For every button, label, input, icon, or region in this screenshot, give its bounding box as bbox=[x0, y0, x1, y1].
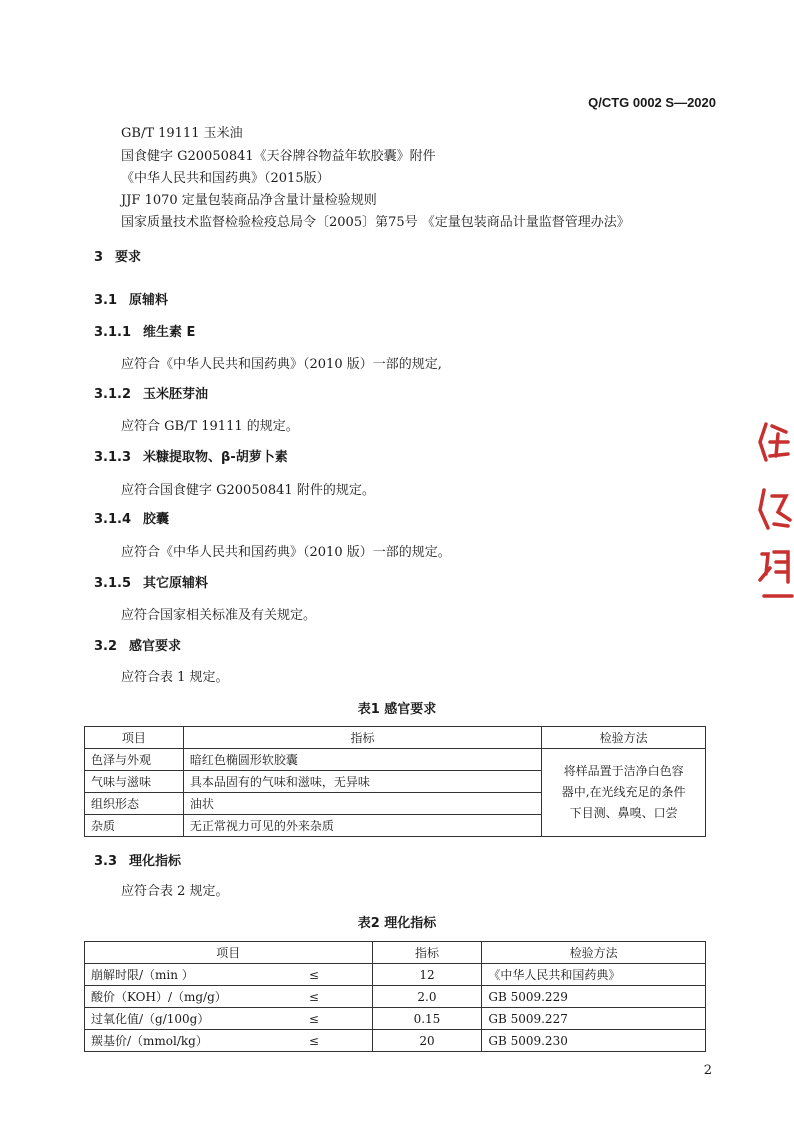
table-cell: 杂质 bbox=[85, 815, 184, 837]
table-header-row bbox=[85, 727, 706, 749]
section-title: 米糠提取物、β-胡萝卜素 bbox=[143, 450, 288, 465]
table-cell: 油状 bbox=[183, 793, 541, 815]
section-heading-3 bbox=[94, 246, 141, 265]
table-header-cell: 项目 bbox=[85, 727, 184, 749]
section-heading-3-1-5 bbox=[94, 572, 208, 591]
table-cell: 12 bbox=[372, 964, 482, 986]
section-number: 3.3 bbox=[94, 854, 118, 869]
section-title: 维生素 E bbox=[143, 325, 196, 340]
table-row bbox=[85, 986, 706, 1008]
table-header-cell: 检验方法 bbox=[482, 942, 706, 964]
reference-line: JJF 1070 定量包装商品净含量计量检验规则 bbox=[121, 193, 377, 208]
section-heading-3-1-4 bbox=[94, 508, 169, 527]
table-cell: 《中华人民共和国药典》 bbox=[482, 964, 706, 986]
section-number: 3 bbox=[94, 250, 104, 265]
table-cell: 组织形态 bbox=[85, 793, 184, 815]
paragraph: 应符合国食健字 G20050841 附件的规定。 bbox=[121, 483, 375, 498]
table1-caption: 表1 感官要求 bbox=[357, 702, 437, 717]
table-cell: 无正常视力可见的外来杂质 bbox=[183, 815, 541, 837]
section-title: 要求 bbox=[115, 250, 142, 265]
section-title: 感官要求 bbox=[129, 639, 182, 654]
table1 bbox=[84, 726, 706, 837]
page-number: 2 bbox=[703, 1063, 712, 1078]
table-cell: 0.15 bbox=[372, 1008, 482, 1030]
table-header-cell: 指标 bbox=[372, 942, 482, 964]
paragraph: 应符合《中华人民共和国药典》（2010 版）一部的规定, bbox=[121, 357, 442, 372]
table2-caption: 表2 理化指标 bbox=[357, 916, 437, 931]
section-heading-3-2 bbox=[94, 635, 181, 654]
table-cell: 羰基价/（mmol/kg） bbox=[85, 1030, 257, 1052]
section-title: 胶囊 bbox=[143, 512, 170, 527]
paragraph: 应符合表 2 规定。 bbox=[121, 884, 229, 899]
section-number: 3.1.1 bbox=[94, 325, 132, 340]
table-cell: 2.0 bbox=[372, 986, 482, 1008]
section-heading-3-1-3 bbox=[94, 446, 288, 465]
seal-stamp-fragment bbox=[756, 412, 794, 602]
section-heading-3-1-2 bbox=[94, 383, 208, 402]
section-number: 3.1.5 bbox=[94, 576, 132, 591]
section-title: 理化指标 bbox=[129, 854, 182, 869]
table-cell: 色泽与外观 bbox=[85, 749, 184, 771]
table-cell: ≤ bbox=[256, 986, 372, 1008]
section-title: 其它原辅料 bbox=[143, 576, 209, 591]
table-cell: ≤ bbox=[256, 964, 372, 986]
table-cell: ≤ bbox=[256, 1030, 372, 1052]
section-number: 3.2 bbox=[94, 639, 118, 654]
table2 bbox=[84, 941, 706, 1052]
table-cell: 酸价（KOH）/（mg/g） bbox=[85, 986, 257, 1008]
reference-line: 国家质量技术监督检验检疫总局令〔2005〕第75号 《定量包装商品计量监督管理办法》 bbox=[121, 215, 630, 230]
reference-line: 《中华人民共和国药典》（2015版） bbox=[121, 171, 330, 186]
table-cell: 气味与滋味 bbox=[85, 771, 184, 793]
table-header-cell: 检验方法 bbox=[542, 727, 706, 749]
section-number: 3.1.4 bbox=[94, 512, 132, 527]
section-heading-3-1 bbox=[94, 289, 168, 308]
table-cell: ≤ bbox=[256, 1008, 372, 1030]
table-cell: GB 5009.230 bbox=[482, 1030, 706, 1052]
table-cell: GB 5009.229 bbox=[482, 986, 706, 1008]
seal-stamp-graphic bbox=[756, 412, 794, 602]
table-cell: GB 5009.227 bbox=[482, 1008, 706, 1030]
table-row bbox=[85, 1030, 706, 1052]
standard-code: Q/CTG 0002 S—2020 bbox=[588, 95, 716, 110]
table-cell: 20 bbox=[372, 1030, 482, 1052]
section-number: 3.1.3 bbox=[94, 450, 132, 465]
table-row bbox=[85, 1008, 706, 1030]
section-number: 3.1 bbox=[94, 293, 118, 308]
table-row bbox=[85, 964, 706, 986]
table-cell: 具本品固有的气味和滋味，无异味 bbox=[183, 771, 541, 793]
table-row bbox=[85, 749, 706, 771]
paragraph: 应符合国家相关标准及有关规定。 bbox=[121, 608, 317, 623]
section-heading-3-3 bbox=[94, 850, 181, 869]
paragraph: 应符合《中华人民共和国药典》（2010 版）一部的规定。 bbox=[121, 545, 451, 560]
table-cell: 过氧化值/（g/100g） bbox=[85, 1008, 257, 1030]
section-number: 3.1.2 bbox=[94, 387, 132, 402]
section-title: 原辅料 bbox=[129, 293, 169, 308]
table-cell: 暗红色椭圆形软胶囊 bbox=[183, 749, 541, 771]
paragraph: 应符合 GB/T 19111 的规定。 bbox=[121, 419, 299, 434]
table-header-cell: 项目 bbox=[85, 942, 373, 964]
reference-line: GB/T 19111 玉米油 bbox=[121, 126, 243, 141]
table-header-cell: 指标 bbox=[183, 727, 541, 749]
table-header-row bbox=[85, 942, 706, 964]
method-cell: 将样品置于洁净白色容器中,在光线充足的条件下目测、鼻嗅、口尝 bbox=[542, 749, 706, 837]
section-heading-3-1-1 bbox=[94, 321, 195, 340]
table-cell: 崩解时限/（min ） bbox=[85, 964, 257, 986]
paragraph: 应符合表 1 规定。 bbox=[121, 670, 229, 685]
section-title: 玉米胚芽油 bbox=[143, 387, 209, 402]
reference-line: 国食健字 G20050841《天谷牌谷物益年软胶囊》附件 bbox=[121, 149, 436, 164]
